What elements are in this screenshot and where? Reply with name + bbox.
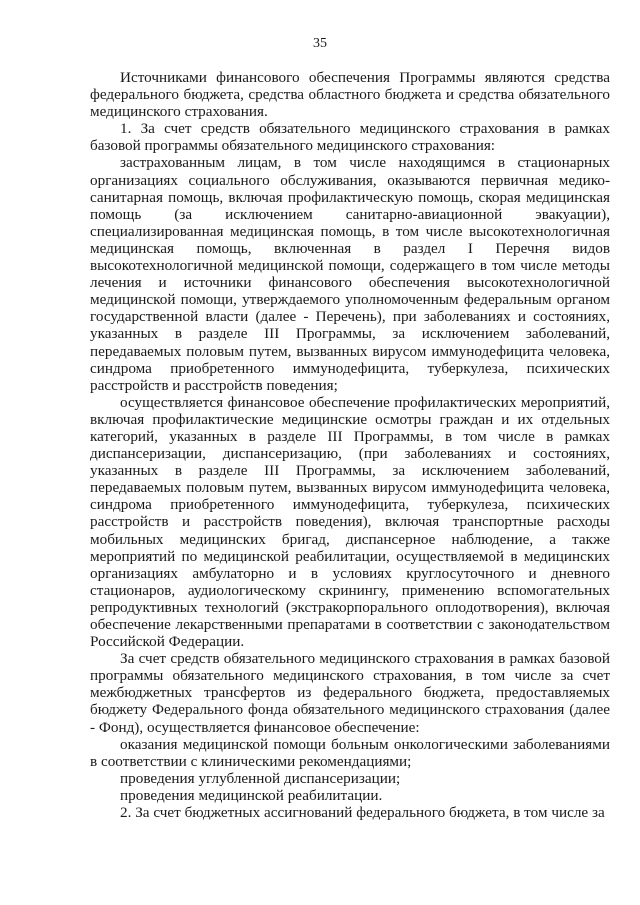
page-number: 35 xyxy=(313,36,327,51)
paragraph-rehabilitation: проведения медицинской реабилитации. xyxy=(120,786,383,804)
paragraph-item-2-federal: 2. За счет бюджетных ассигнований федерального бюджета, в том числе за xyxy=(120,804,605,822)
paragraph-funding-sources: Источниками финансового обеспечения Программы являются средства федерального бюджета, средства областного бюджета и средства обязательного медицинского страхования. xyxy=(90,69,610,121)
paragraph-interbudget-transfers: За счет средств обязательного медицинского страхования в рамках базовой программы обязательного медицинского страхования, в том числе за счет межбюджетных трансфертов из федерального бюджета, предоставляемых бюджету Федерального фонда обязательного медицинского страхования (далее - Фонд), осуществляется финансовое обеспечение: xyxy=(90,650,610,736)
paragraph-insured-persons: застрахованным лицам, в том числе находящимся в стационарных организациях социального обслуживания, оказываются первичная медико-санитарная помощь, включая профилактическую помощь, скорая медицинская помощь (за исключением санитарно-авиационной эвакуации), специализированная медицинская помощь, в том числе высокотехнологичная медицинская помощь, включенная в раздел I Перечня видов высокотехнологичной медицинской помощи, содержащего в том числе методы лечения и источники финансового обеспечения высокотехнологичной медицинской помощи, утверждаемого уполномоченным федеральным органом государственной власти (далее - Перечень), при заболеваниях и состояниях, указанных в разделе III Программы, за исключением заболеваний, передаваемых половым путем, вызванных вирусом иммунодефицита человека, синдрома приобретенного иммунодефицита, туберкулеза, психических расстройств и расстройств поведения; xyxy=(90,154,610,394)
document-body xyxy=(90,69,610,821)
paragraph-oncology-care: оказания медицинской помощи больным онкологическими заболеваниями в соответствии с клиническими рекомендациями; xyxy=(90,735,610,770)
paragraph-item-1-oms: 1. За счет средств обязательного медицинского страхования в рамках базовой программы обязательного медицинского страхования: xyxy=(90,120,610,155)
paragraph-prophylactic-funding: осуществляется финансовое обеспечение профилактических мероприятий, включая профилактические медицинские осмотры граждан и их отдельных категорий, указанных в разделе III Программы, в том числе в рамках диспансеризации, диспансеризацию, (при заболеваниях и состояниях, указанных в разделе III Программы, за исключением заболеваний, передаваемых половым путем, вызванных вирусом иммунодефицита человека, синдрома приобретенного иммунодефицита, туберкулеза, психических расстройств и расстройств поведения), включая транспортные расходы мобильных медицинских бригад, диспансерное наблюдение, а также мероприятий по медицинской реабилитации, осуществляемой в медицинских организациях амбулаторно и в условиях круглосуточного и дневного стационаров, аудиологическому скринингу, применению вспомогательных репродуктивных технологий (экстракорпорального оплодотворения), включая обеспечение лекарственными препаратами в соответствии с законодательством Российской Федерации. xyxy=(90,393,610,651)
paragraph-dispensary: проведения углубленной диспансеризации; xyxy=(120,769,401,787)
